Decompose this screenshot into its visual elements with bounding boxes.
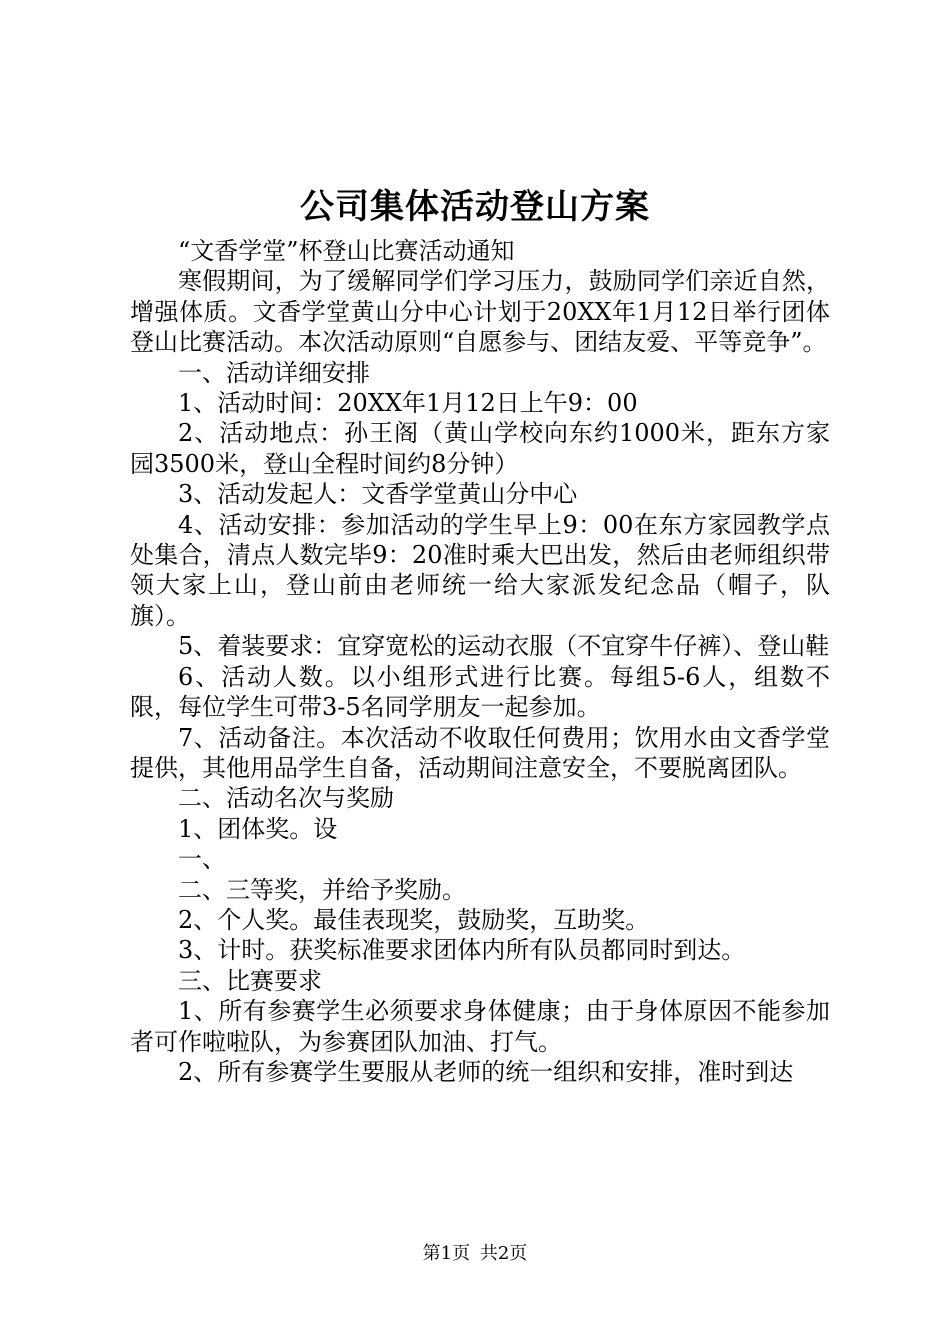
paragraph-requirement-obey: 2、所有参赛学生要服从老师的统一组织和安排，准时到达 — [178, 1057, 794, 1086]
paragraph-activity-schedule: 4、活动安排：参加活动的学生早上9：00在东方家园教学点处集合，清点人数完毕9：20准时乘大巴出发，然后由老师组织带领大家上山，登山前由老师统一给大家派发纪念品（帽子，队旗）。 — [130, 510, 830, 630]
paragraph-participants: 6、活动人数。以小组形式进行比赛。每组5-6人，组数不限，每位学生可带3-5名同学朋友一起参加。 — [130, 662, 830, 722]
page-total: 共2页 — [479, 1243, 528, 1264]
paragraph-activity-organizer: 3、活动发起人：文香学堂黄山分中心 — [178, 480, 578, 509]
paragraph-team-award: 1、团体奖。设 — [178, 814, 338, 843]
paragraph-dress-code: 5、着装要求：宜穿宽松的运动衣服（不宜穿牛仔裤）、登山鞋 — [178, 632, 830, 661]
document-title: 公司集体活动登山方案 — [300, 187, 650, 227]
paragraph-remarks: 7、活动备注。本次活动不收取任何费用；饮用水由文香学堂提供，其他用品学生自备，活动期间注意安全，不要脱离团队。 — [130, 723, 830, 782]
section-heading-arrangement: 一、活动详细安排 — [178, 358, 370, 387]
paragraph-award-first: 一、 — [178, 845, 226, 874]
paragraph-activity-location: 2、活动地点：孙王阁（黄山学校向东约1000米，距东方家园3500米，登山全程时间约8分钟） — [130, 419, 830, 478]
paragraph-notice-heading: “文香学堂”杯登山比赛活动通知 — [178, 237, 515, 265]
section-heading-awards: 二、活动名次与奖励 — [178, 784, 394, 813]
paragraph-individual-award: 2、个人奖。最佳表现奖，鼓励奖，互助奖。 — [178, 905, 650, 934]
paragraph-requirement-health: 1、所有参赛学生必须要求身体健康；由于身体原因不能参加者可作啦啦队，为参赛团队加油、打气。 — [130, 997, 830, 1056]
paragraph-intro: 寒假期间，为了缓解同学们学习压力，鼓励同学们亲近自然，增强体质。文香学堂黄山分中心计划于20XX年1月12日举行团体登山比赛活动。本次活动原则“自愿参与、团结友爱、平等竞争”。 — [130, 267, 830, 357]
section-heading-requirements: 三、比赛要求 — [178, 966, 322, 995]
paragraph-timing: 3、计时。获奖标准要求团体内所有队员都同时到达。 — [178, 936, 746, 965]
page-footer — [0, 1242, 950, 1266]
paragraph-activity-time: 1、活动时间：20XX年1月12日上午9：00 — [178, 389, 638, 418]
page-number: 第1页 — [422, 1243, 471, 1264]
paragraph-award-second-third: 二、三等奖，并给予奖励。 — [178, 875, 466, 904]
document-body — [130, 236, 830, 1087]
